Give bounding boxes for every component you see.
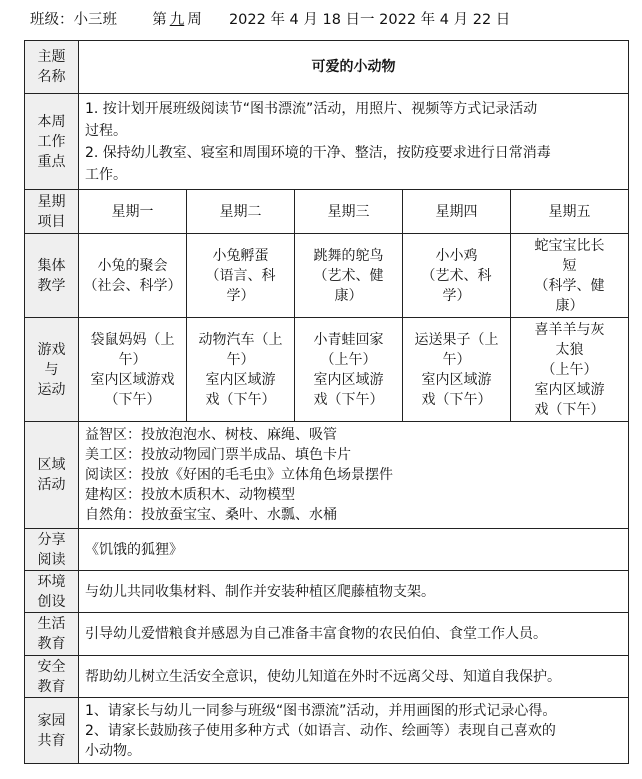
- environment-row: [25, 571, 629, 613]
- areas-label: 区域 活动: [25, 422, 79, 529]
- areas-row: [25, 422, 629, 529]
- home-content: 1、请家长与幼儿一同参与班级“图书漂流”活动，并用画图的形式记录心得。 2、请家长鼓励孩子使用多种方式（如语言、动作、绘画等）表现自己喜欢的 小动物。: [79, 698, 629, 764]
- weekday-tue: 星期二: [187, 190, 295, 234]
- games-wed: 小青蛙回家 （上午） 室内区域游 戏（下午）: [295, 318, 403, 422]
- focus-label: 本周 工作 重点: [25, 94, 79, 190]
- weekday-label: 星期 项目: [25, 190, 79, 234]
- week-suffix: 周: [187, 12, 202, 28]
- games-mon: 袋鼠妈妈（上 午） 室内区域游戏 （下午）: [79, 318, 187, 422]
- theme-value: 可爱的小动物: [79, 41, 629, 94]
- safety-row: [25, 656, 629, 698]
- date-range: 2022 年 4 月 18 日一 2022 年 4 月 22 日: [228, 12, 511, 28]
- weekday-thu: 星期四: [403, 190, 511, 234]
- games-tue: 动物汽车（上 午） 室内区域游 戏（下午）: [187, 318, 295, 422]
- teaching-tue: 小兔孵蛋 （语言、科 学）: [187, 234, 295, 318]
- week-prefix: 第: [152, 12, 167, 28]
- teaching-row: [25, 234, 629, 318]
- teaching-thu: 小小鸡 （艺术、科 学）: [403, 234, 511, 318]
- home-row: [25, 698, 629, 764]
- environment-content: 与幼儿共同收集材料、制作并安装种植区爬藤植物支架。: [79, 571, 629, 613]
- page-top-edge: [0, 0, 642, 4]
- safety-content: 帮助幼儿树立生活安全意识，使幼儿知道在外时不远离父母、知道自我保护。: [79, 656, 629, 698]
- life-row: [25, 613, 629, 656]
- teaching-label: 集体 教学: [25, 234, 79, 318]
- games-thu: 运送果子（上 午） 室内区域游 戏（下午）: [403, 318, 511, 422]
- home-label: 家园 共育: [25, 698, 79, 764]
- theme-row: [25, 41, 629, 94]
- weekday-row: [25, 190, 629, 234]
- games-label: 游戏 与 运动: [25, 318, 79, 422]
- safety-label: 安全 教育: [25, 656, 79, 698]
- life-content: 引导幼儿爱惜粮食并感恩为自己准备丰富食物的农民伯伯、食堂工作人员。: [79, 613, 629, 656]
- games-fri: 喜羊羊与灰 太狼 （上午） 室内区域游 戏（下午）: [511, 318, 629, 422]
- focus-content: 1. 按计划开展班级阅读节“图书漂流”活动，用照片、视频等方式记录活动 过程。 2. 保持幼儿教室、寝室和周围环境的干净、整洁，按防疫要求进行日常消毒 工作。: [79, 94, 629, 190]
- weekday-fri: 星期五: [511, 190, 629, 234]
- teaching-mon: 小兔的聚会 （社会、科学）: [79, 234, 187, 318]
- focus-row: [25, 94, 629, 190]
- life-label: 生活 教育: [25, 613, 79, 656]
- reading-label: 分享 阅读: [25, 529, 79, 571]
- theme-label: 主题 名称: [25, 41, 79, 94]
- teaching-fri: 蛇宝宝比长 短 （科学、健 康）: [511, 234, 629, 318]
- games-row: [25, 318, 629, 422]
- schedule-header: [30, 8, 510, 29]
- reading-content: 《饥饿的狐狸》: [79, 529, 629, 571]
- reading-row: [25, 529, 629, 571]
- class-label: 班级：小三班: [30, 12, 117, 28]
- environment-label: 环境 创设: [25, 571, 79, 613]
- weekday-wed: 星期三: [295, 190, 403, 234]
- week-number: 九: [169, 12, 185, 28]
- weekday-mon: 星期一: [79, 190, 187, 234]
- teaching-wed: 跳舞的鸵鸟 （艺术、健 康）: [295, 234, 403, 318]
- areas-content: 益智区：投放泡泡水、树枝、麻绳、吸管 美工区：投放动物园门票半成品、填色卡片 阅读区：投放《好困的毛毛虫》立体角色场景摆件 建构区：投放木质积木、动物模型 自然角：投放蚕宝宝、桑叶、水瓢、水桶: [79, 422, 629, 529]
- weekly-plan-table: [24, 40, 629, 764]
